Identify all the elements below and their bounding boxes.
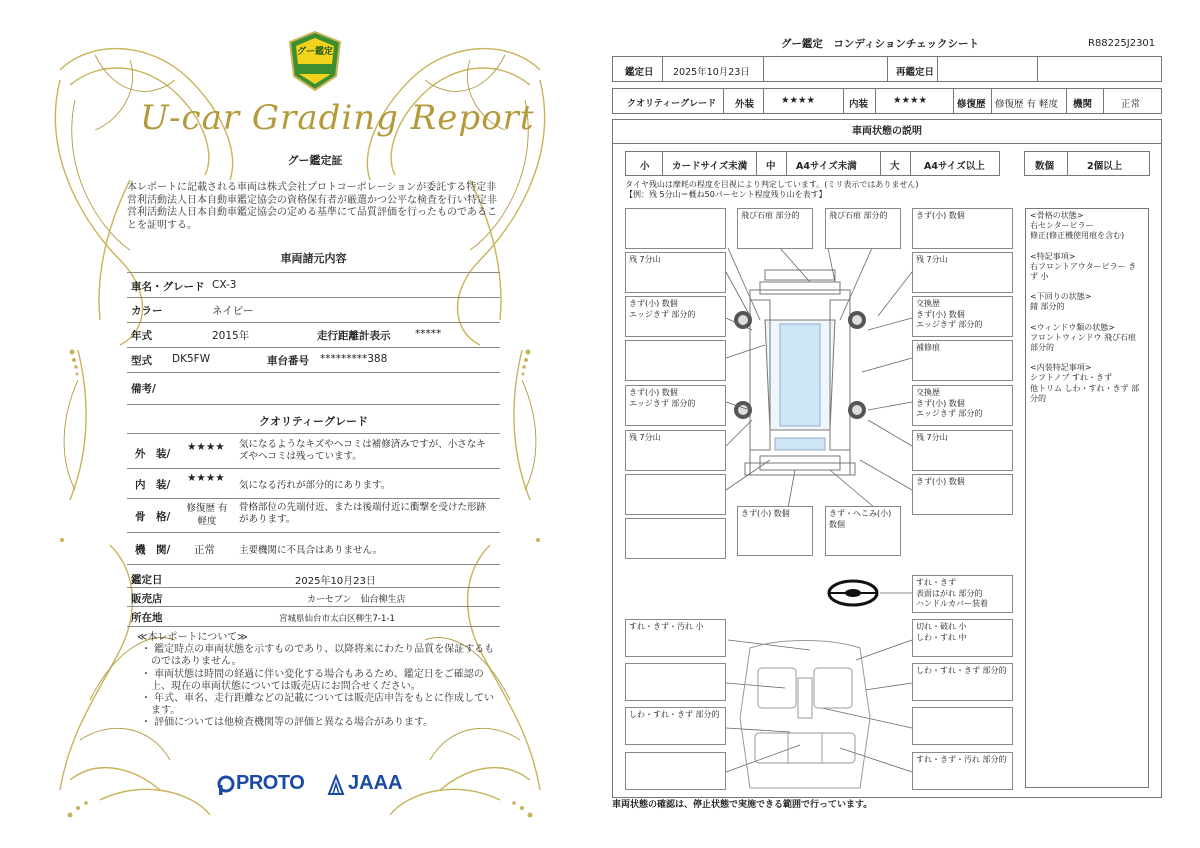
shop-value: カーセブン 仙台柳生店 (307, 595, 406, 605)
size-m-value: A4サイズ未満 (796, 161, 857, 172)
damage-box-left-front-door (625, 340, 726, 381)
state-title: 車両状態の説明 (612, 119, 1162, 144)
interior-box-left-trim: しわ・すれ・きず 部分的 (625, 707, 726, 745)
spec-row-color (127, 298, 500, 323)
year-label: 年式 (131, 330, 152, 342)
interior-desc: 気になる汚れが部分的にあります。 (239, 480, 391, 491)
jaaa-logo-text: JAAA (348, 772, 403, 794)
footer-logos (212, 770, 412, 800)
report-notes (137, 632, 497, 730)
tire-note-line: 【例：残 5分山＝概ね50パーセント程度残り山を表す】 (625, 190, 827, 199)
damage-box-rear-bumper: きず・へこみ(小) 数個 (825, 506, 901, 556)
sheet-title: グー鑑定 コンディションチェックシート (780, 38, 980, 50)
frame-value: 修復歴 有軽度 (186, 503, 228, 527)
interior-box-steering (912, 575, 1013, 613)
grade-row-engine (127, 533, 500, 565)
note-item: ・ 年式、車名、走行距離などの記載については販売店申告をもとに作成しています。 (141, 693, 494, 717)
grade-row-frame (127, 499, 500, 533)
engine-value: 正常 (1121, 99, 1141, 110)
special-note-line: 右フロントアウターピラー きず 小 (1030, 261, 1137, 282)
proto-logo-text: PROTO (236, 772, 305, 794)
box-text: 交換歴 きず(小) 数個 エッジきず 部分的 (916, 388, 983, 418)
repair-label: 修復歴 (957, 99, 986, 110)
size-s-label: 小 (640, 161, 650, 172)
grade-section-title: クオリティーグレード (259, 415, 368, 428)
damage-box-windshield: 飛び石痕 部分的 (737, 208, 813, 249)
interior-box-right-trim: しわ・すれ・きず 部分的 (912, 663, 1013, 701)
row-address (127, 607, 500, 627)
date-value: 2025年10月23日 (673, 67, 750, 78)
special-note-line: <ウィンドウ類の状態> (1030, 322, 1115, 332)
damage-box-tire-fr: 残 7分山 (912, 252, 1013, 293)
date-label: 鑑定日 (625, 67, 654, 78)
count-value: 2個以上 (1087, 161, 1123, 172)
certificate-statement: 本レポートに記載される車両は株式会社プロトコーポレーションが委託する特定非営利活動法人日本自動車鑑定協会の資格保有者が厳選かつ公平な検査を行い特定非営利活動法人日本自動車鑑定協会の定める基準にて品質評価を行ったものであることを証明する。 (127, 182, 497, 231)
size-l-value: A4サイズ以上 (924, 161, 985, 172)
frame-desc: 骨格部位の先端付近、または後端付近に衝撃を受けた形跡があります。 (239, 502, 487, 525)
sheet-id: R88225J2301 (1088, 38, 1156, 49)
qg-label: クオリティーグレード (627, 99, 717, 109)
box-text: すれ・きず 表面はがれ 部分的 ハンドルカバー装着 (916, 578, 988, 608)
car-interior-diagram (730, 638, 880, 798)
special-note-line: 修正(修正機使用痕を含む) (1030, 231, 1125, 241)
special-notes-list (1030, 211, 1144, 404)
damage-box-right-rear-door (912, 385, 1013, 426)
special-note-line (1030, 242, 1144, 252)
tire-note-line: タイヤ残山は摩耗の程度を目視により判定しています。(ミリ表示ではありません) (625, 180, 919, 189)
damage-box-right-front-fender (912, 296, 1013, 337)
sheet-footnote: 車両状態の確認は、停止状態で実施できる範囲で行っています。 (612, 800, 873, 810)
steering-wheel-icon (826, 578, 880, 608)
count-label: 数個 (1035, 161, 1055, 172)
jaaa-logo-icon (327, 774, 345, 796)
regrade-label: 再鑑定日 (896, 67, 935, 78)
special-note-line (1030, 353, 1144, 363)
interior-box-passenger-seat (625, 663, 726, 701)
interior-stars: ★★★★ (187, 472, 225, 484)
damage-box-rear-left-quarter (625, 474, 726, 515)
exterior-stars: ★★★★ (187, 441, 225, 453)
special-note-line: 他トリム しわ・すれ・きず 部分的 (1030, 383, 1140, 403)
grading-date-value: 2025年10月23日 (295, 576, 376, 587)
int-label: 内装 (849, 99, 869, 110)
exterior-desc: 気になるようなキズやヘコミは補修済みですが、小さなキズやヘコミは残っています。 (239, 439, 486, 462)
model-label: 型式 (131, 355, 152, 367)
engine-label: 機関 (1073, 99, 1093, 110)
size-m-label: 中 (766, 161, 776, 172)
model-value: DK5FW (172, 353, 211, 365)
remarks-label: 備考/ (131, 383, 156, 395)
damage-box-tire-rl: 残 7分山 (625, 430, 726, 471)
ext-label: 外装 (735, 99, 755, 110)
grade-row-exterior (127, 433, 500, 469)
address-value: 宮城県仙台市太白区柳生7-1-1 (279, 614, 395, 624)
exterior-label: 外 装/ (135, 448, 171, 460)
ext-stars: ★★★★ (781, 95, 816, 106)
engine-label: 機 関/ (135, 544, 171, 556)
spec-row-model (127, 348, 500, 373)
goo-kantei-badge-icon (286, 30, 344, 92)
condition-check-sheet (600, 0, 1200, 848)
interior-box-console (912, 707, 1013, 745)
special-note-line: シフトノブ すれ・きず (1030, 373, 1113, 383)
damage-box-left-front-fender (625, 296, 726, 337)
spec-row-remarks (127, 373, 500, 405)
interior-box-driver-seat (912, 619, 1013, 657)
box-text: 交換歴 きず(小) 数個 エッジきず 部分的 (916, 299, 983, 329)
special-note-line (1030, 282, 1144, 292)
spec-row-name (127, 272, 500, 298)
special-note-line: <骨格の状態> (1030, 211, 1084, 220)
box-text: きず(小) 数個 エッジきず 部分的 (629, 299, 696, 319)
row-shop (127, 588, 500, 607)
damage-box-rear-gate: きず(小) 数個 (737, 506, 813, 556)
int-stars: ★★★★ (893, 95, 928, 106)
proto-logo-icon (216, 774, 236, 796)
damage-box-left-rear-door (625, 385, 726, 426)
interior-box-rear-seat-left (625, 752, 726, 790)
report-script-title: U-car Grading Report (140, 98, 535, 138)
damage-box-rear-right-quarter: きず(小) 数個 (912, 474, 1013, 515)
note-item: ・ 車両状態は時間の経過に伴い変化する場合もあるため、鑑定日をご確認の上、現在の車両状態については販売店にお問合せください。 (141, 668, 484, 692)
interior-box-dashboard: すれ・きず・汚れ 小 (625, 619, 726, 657)
badge-label: グー鑑定 (296, 47, 333, 57)
damage-box-front-glass: 飛び石痕 部分的 (825, 208, 901, 249)
engine-value: 正常 (194, 544, 215, 556)
engine-desc: 主要機関に不具合はありません。 (239, 545, 383, 556)
color-label: カラー (131, 305, 163, 317)
grade-row-interior (127, 469, 500, 499)
special-notes-panel (1025, 208, 1149, 788)
notes-title: ≪本レポートについて≫ (137, 632, 248, 643)
frame-label: 骨 格/ (135, 511, 171, 523)
damage-box-tire-rr: 残 7分山 (912, 430, 1013, 471)
repair-value: 修復歴 有 軽度 (995, 99, 1059, 110)
damage-box-tire-fl: 残 7分山 (625, 252, 726, 293)
address-label: 所在地 (131, 612, 163, 624)
row-grading-date (127, 568, 500, 588)
chassis-value: *********388 (320, 353, 388, 365)
note-item: ・ 鑑定時点の車両状態を示すものであり、以降将来にわたり品質を保証するものではありません。 (141, 644, 495, 668)
damage-box-front-left-corner (625, 208, 726, 249)
note-item: ・ 評価については他検査機関等の評価と異なる場合があります。 (141, 717, 434, 729)
damage-box-rear-left (625, 518, 726, 559)
color-value: ネイビー (212, 305, 254, 317)
name-label: 車名・グレード (131, 281, 205, 293)
certificate-title: グー鑑定証 (287, 154, 343, 167)
special-note-line: <下回りの状態> (1030, 292, 1092, 302)
mileage-value: ***** (415, 328, 442, 340)
damage-box-right-front-door: 補修痕 (912, 340, 1013, 381)
shop-label: 販売店 (131, 593, 163, 605)
special-note-line (1030, 313, 1144, 323)
mileage-label: 走行距離計表示 (317, 330, 391, 342)
size-s-value: カードサイズ未満 (672, 161, 748, 172)
year-value: 2015年 (212, 330, 250, 342)
special-note-line: <内装特記事項> (1030, 363, 1092, 373)
interior-box-rear-seat-right: すれ・きず・汚れ 部分的 (912, 752, 1013, 790)
size-l-label: 大 (890, 161, 900, 172)
special-note-line: 右センターピラー (1030, 221, 1094, 231)
name-value: CX-3 (212, 279, 237, 291)
grading-date-label: 鑑定日 (131, 574, 163, 586)
spec-row-year (127, 323, 500, 348)
special-note-line: フロントウィンドウ 飛び石痕 部分的 (1030, 332, 1137, 353)
interior-label: 内 装/ (135, 479, 171, 491)
special-note-line: 錆 部分的 (1030, 302, 1065, 312)
damage-box-front-right: きず(小) 数個 (912, 208, 1013, 249)
special-note-line: <特記事項> (1030, 251, 1076, 261)
spec-section-title: 車両諸元内容 (280, 252, 347, 265)
chassis-label: 車台番号 (267, 355, 309, 367)
box-text: きず(小) 数個 エッジきず 部分的 (629, 388, 696, 408)
box-text: 切れ・破れ 小 しわ・すれ 中 (916, 622, 967, 642)
